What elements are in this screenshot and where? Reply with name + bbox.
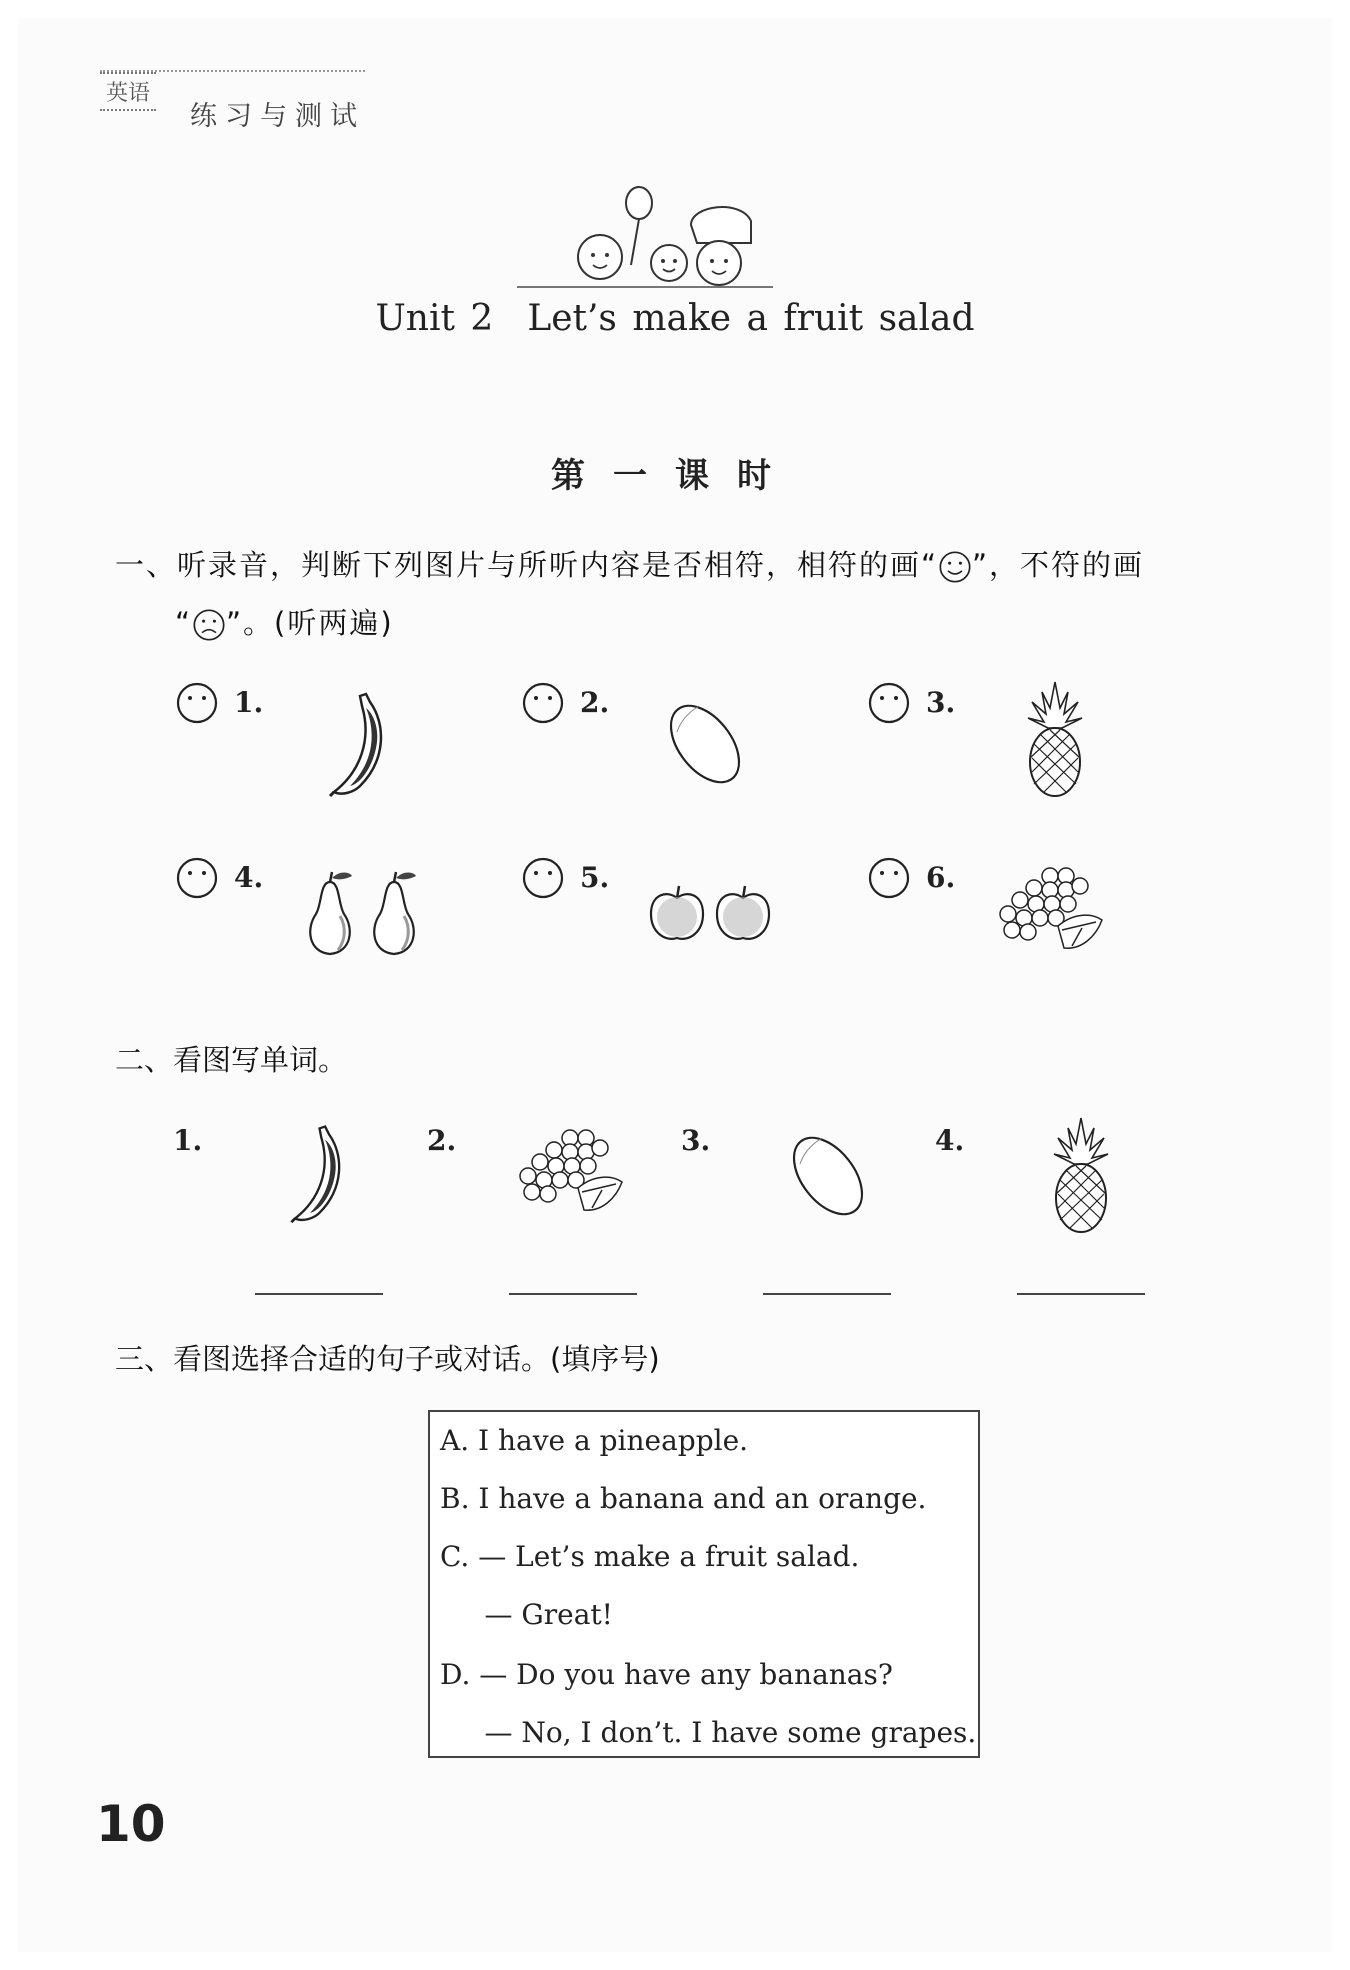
sad-face-icon (192, 608, 226, 642)
banana-icon (320, 688, 400, 798)
answer-face-icon[interactable] (521, 681, 565, 725)
children-illustration (515, 185, 775, 295)
answer-face-icon[interactable] (175, 681, 219, 725)
section3-instruction: 三、看图选择合适的句子或对话。(填序号) (115, 1342, 660, 1376)
option-a: A. I have a pineapple. (440, 1424, 749, 1457)
unit-title (0, 298, 1350, 339)
grapes-icon (992, 862, 1112, 962)
item-number: 6. (926, 861, 956, 894)
options-box (428, 1410, 980, 1758)
answer-face-icon[interactable] (175, 856, 219, 900)
subject-tag: 英语 (100, 72, 156, 111)
grapes-icon (512, 1124, 632, 1224)
section1-instruction-text-c: ”。(听两遍) (226, 606, 394, 640)
item-number: 2. (580, 686, 610, 719)
section2-instruction: 二、看图写单词。 (115, 1043, 348, 1077)
option-d: D. — Do you have any bananas? (440, 1658, 893, 1691)
answer-blank[interactable] (509, 1293, 637, 1295)
mango-icon (778, 1124, 878, 1224)
option-c-reply: — Great! (440, 1598, 613, 1631)
apple-icon (713, 884, 773, 944)
item-number: 4. (234, 861, 264, 894)
book-title: 练习与测试 (190, 101, 365, 132)
mango-icon (655, 692, 755, 792)
unit-number: Unit 2 (375, 298, 494, 339)
item-number: 3. (926, 686, 956, 719)
section1-instruction (115, 543, 1144, 584)
banana-icon (282, 1120, 357, 1225)
unit-name: Let’s make a fruit salad (527, 298, 975, 339)
item-number: 4. (935, 1124, 965, 1157)
item-number: 1. (234, 686, 264, 719)
option-d-reply: — No, I don’t. I have some grapes. (440, 1716, 977, 1749)
item-number: 5. (580, 861, 610, 894)
apple-icon (647, 884, 707, 944)
answer-blank[interactable] (1017, 1293, 1145, 1295)
option-b: B. I have a banana and an orange. (440, 1482, 927, 1515)
item-number: 2. (427, 1124, 457, 1157)
item-number: 3. (681, 1124, 711, 1157)
section1-instruction-text-b: ”，不符的画 (972, 548, 1145, 582)
lesson-title: 第一课时 (551, 456, 799, 496)
pear-icon (300, 868, 360, 958)
pineapple-icon (1046, 1114, 1116, 1234)
answer-blank[interactable] (763, 1293, 891, 1295)
item-number: 1. (173, 1124, 203, 1157)
pear-icon (364, 868, 424, 958)
quote-open: “ (175, 606, 193, 640)
option-c: C. — Let’s make a fruit salad. (440, 1540, 860, 1573)
section1-instruction-line2 (175, 601, 394, 642)
answer-face-icon[interactable] (867, 856, 911, 900)
smiley-face-icon (938, 550, 972, 584)
answer-face-icon[interactable] (521, 856, 565, 900)
section1-instruction-text-a: 一、听录音，判断下列图片与所听内容是否相符，相符的画“ (115, 548, 939, 582)
answer-blank[interactable] (255, 1293, 383, 1295)
answer-face-icon[interactable] (867, 681, 911, 725)
pineapple-icon (1020, 678, 1090, 798)
page-number: 10 (96, 1795, 166, 1853)
